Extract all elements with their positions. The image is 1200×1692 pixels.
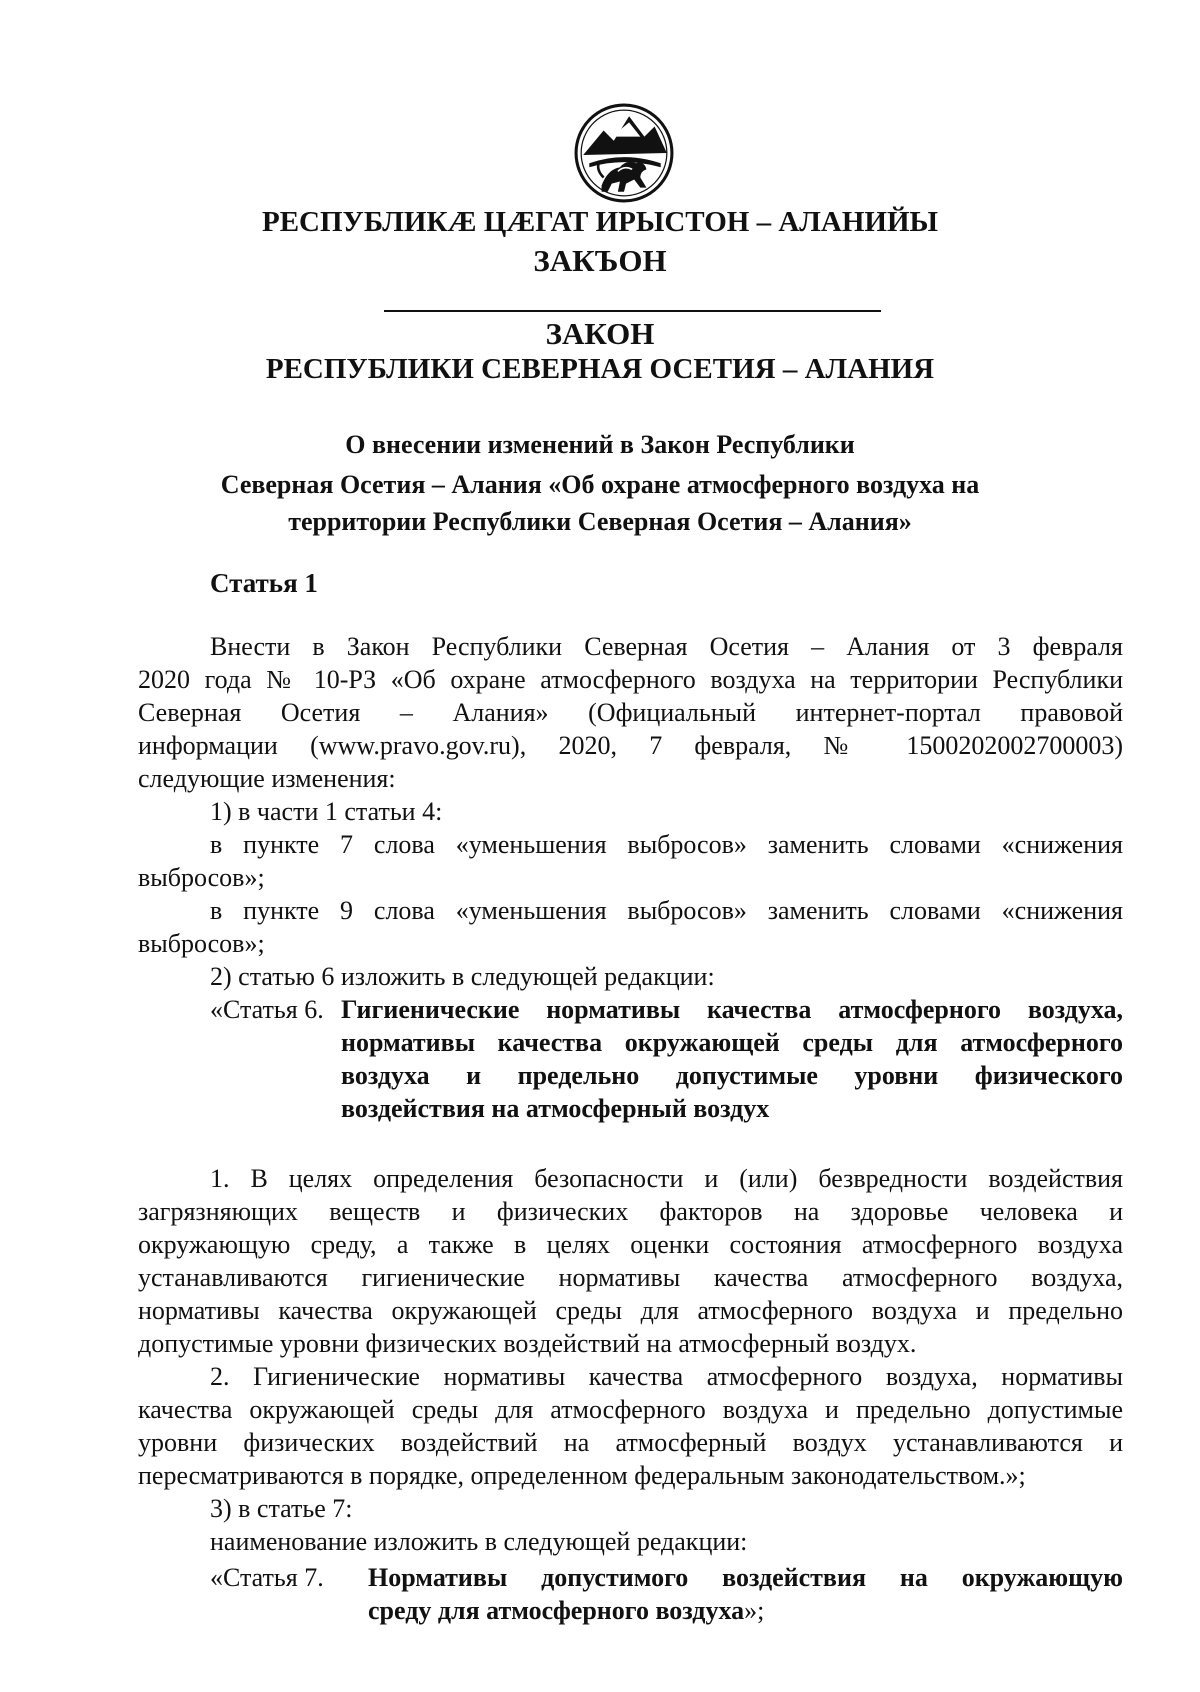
paragraph-line: информации (www.pravo.gov.ru), 2020, 7 февраля, № 1500202002700003): [138, 731, 1123, 760]
paragraph-line: Северная Осетия – Алания» (Официальный интернет-портал правовой: [138, 698, 1123, 727]
paragraph-line: устанавливаются гигиенические нормативы качества атмосферного воздуха,: [138, 1263, 1123, 1292]
article-7-title: [210, 1561, 1123, 1631]
article-title-text: среду для атмосферного воздуха: [368, 1596, 745, 1625]
paragraph-line: 1. В целях определения безопасности и (или) безвредности воздействия: [210, 1164, 1123, 1193]
paragraph-line: выбросов»;: [138, 863, 265, 892]
paragraph-line: загрязняющих веществ и физических факторов на здоровье человека и: [138, 1197, 1123, 1226]
paragraph-line: в пункте 9 слова «уменьшения выбросов» заменить словами «снижения: [210, 896, 1123, 925]
paragraph-line: 2. Гигиенические нормативы качества атмосферного воздуха, нормативы: [210, 1362, 1123, 1391]
paragraph-line: выбросов»;: [138, 929, 265, 958]
paragraph-line: наименование изложить в следующей редакции:: [210, 1527, 748, 1556]
law-title-line: Северная Осетия – Алания «Об охране атмосферного воздуха на: [220, 470, 980, 499]
paragraph-line: в пункте 7 слова «уменьшения выбросов» заменить словами «снижения: [210, 830, 1123, 859]
paragraph-line: 2020 года № 10-РЗ «Об охране атмосферного воздуха на территории Республики: [138, 665, 1123, 694]
article-title-line: воздуха и предельно допустимые уровни физического: [341, 1061, 1123, 1090]
article-title-line: воздействия на атмосферный воздух: [341, 1094, 770, 1123]
law-title-line: территории Республики Северная Осетия – Алания»: [288, 507, 912, 536]
paragraph-line: Внести в Закон Республики Северная Осетия – Алания от 3 февраля: [210, 632, 1123, 661]
republic-heading: РЕСПУБЛИКИ СЕВЕРНАЯ ОСЕТИЯ – АЛАНИЯ: [265, 353, 935, 385]
list-item: 3) в статье 7:: [210, 1494, 353, 1523]
law-title-line: О внесении изменений в Закон Республики: [345, 430, 855, 459]
article-heading: Статья 1: [210, 568, 318, 598]
paragraph-line: пересматриваются в порядке, определенном федеральным законодательством.»;: [138, 1461, 1026, 1490]
paragraph-line: окружающую среду, а также в целях оценки состояния атмосферного воздуха: [138, 1230, 1123, 1259]
article-title-line: [368, 1594, 1123, 1627]
paragraph-line: следующие изменения:: [138, 764, 396, 793]
ossetian-law-heading: ЗАКЪОН: [533, 243, 667, 278]
article-number: «Статья 7.: [210, 1563, 324, 1592]
article-title-line: Гигиенические нормативы качества атмосферного воздуха,: [341, 995, 1123, 1024]
paragraph-line: нормативы качества окружающей среды для атмосферного воздуха и предельно: [138, 1296, 1123, 1325]
heading-divider: [384, 310, 881, 312]
article-title-tail: »;: [744, 1596, 765, 1625]
article-number: «Статья 6.: [210, 995, 324, 1024]
paragraph-line: качества окружающей среды для атмосферного воздуха и предельно допустимые: [138, 1395, 1123, 1424]
article-6-title: [210, 993, 1123, 1133]
paragraph-line: допустимые уровни физических воздействий на атмосферный воздух.: [138, 1329, 917, 1358]
article-title-line: Нормативы допустимого воздействия на окружающую: [368, 1563, 1123, 1592]
paragraph-line: уровни физических воздействий на атмосферный воздух устанавливаются и: [138, 1428, 1123, 1457]
coat-of-arms-emblem: [573, 102, 675, 204]
list-item: 1) в части 1 статьи 4:: [210, 797, 443, 826]
ossetian-republic-heading: РЕСПУБЛИКӔ ЦӔГАТ ИРЫСТОН – АЛАНИЙЫ: [262, 206, 938, 238]
list-item: 2) статью 6 изложить в следующей редакции:: [210, 962, 715, 991]
article-title-line: нормативы качества окружающей среды для атмосферного: [341, 1028, 1123, 1057]
law-heading: ЗАКОН: [545, 316, 655, 351]
